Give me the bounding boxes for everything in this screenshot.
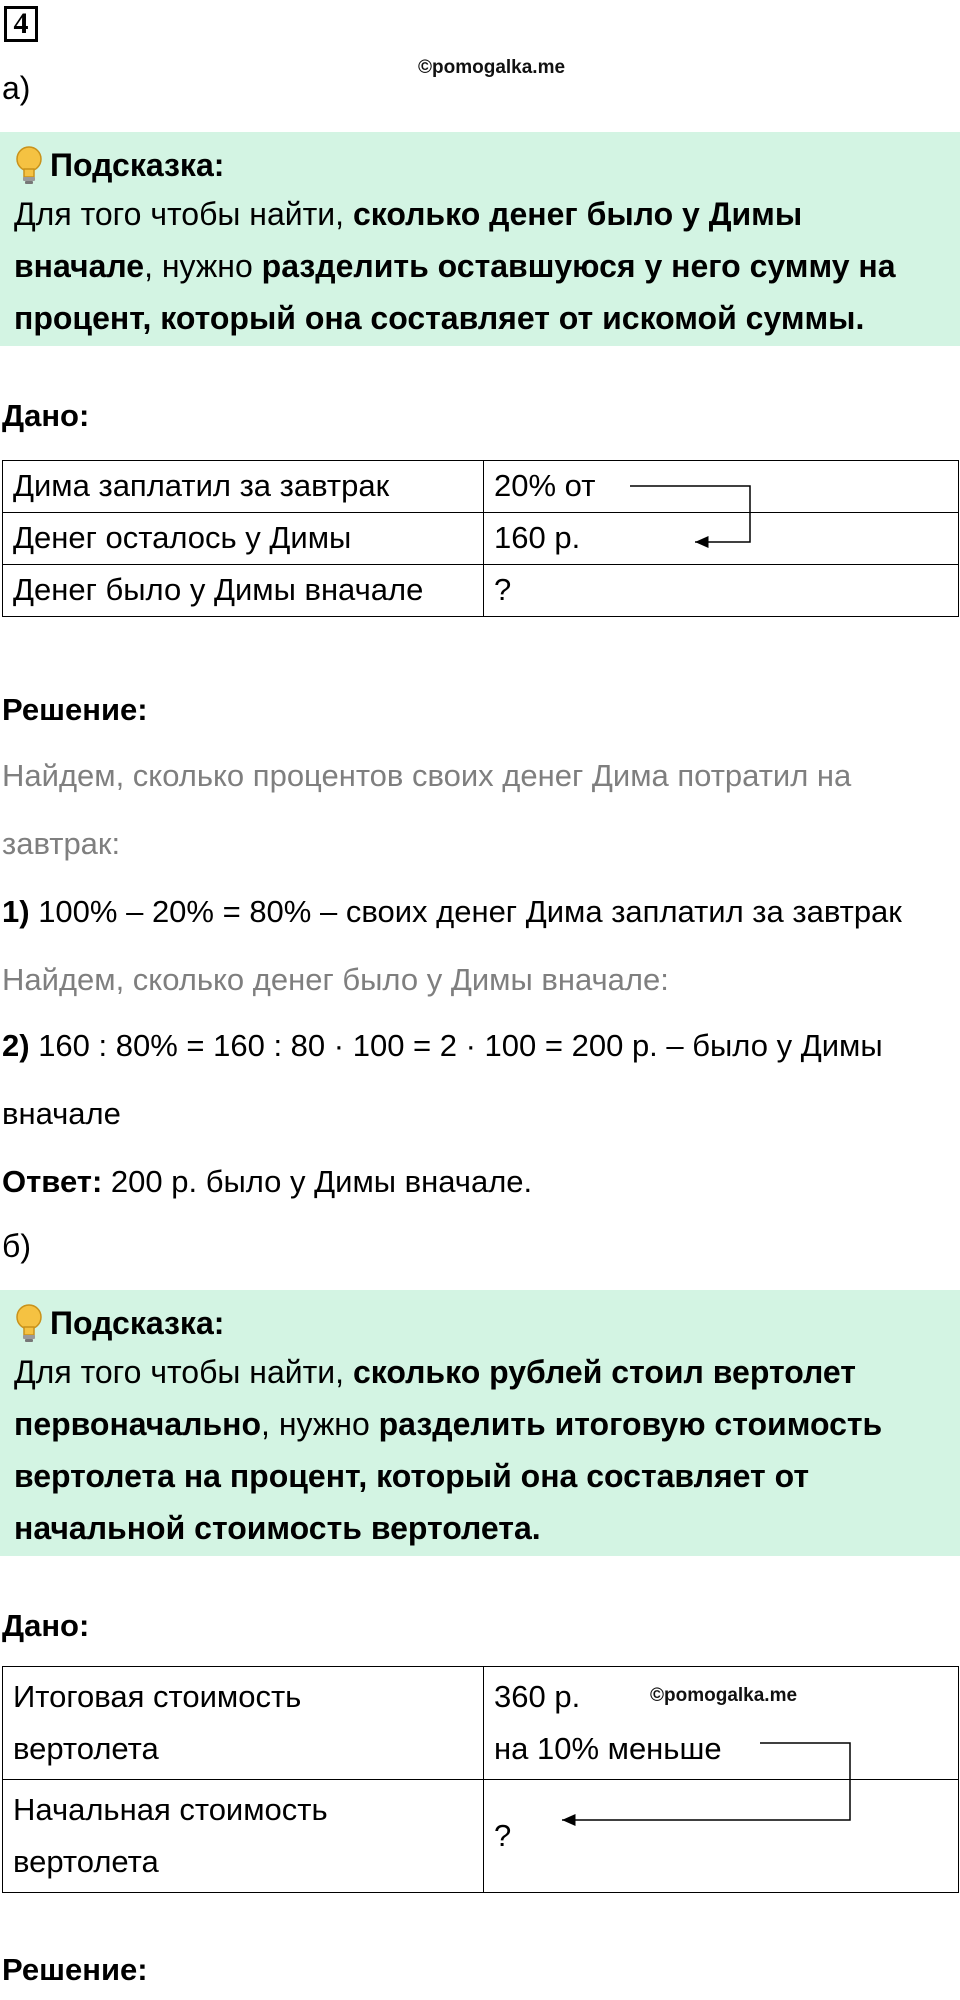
step-intro-2: Найдем, сколько денег было у Димы вначале: [2, 962, 669, 997]
step-2 [2, 1026, 883, 1066]
given-heading-b: Дано: [2, 1608, 90, 1643]
table-row [3, 1780, 959, 1893]
part-a-label: а) [2, 70, 31, 106]
step-intro-1: Найдем, сколько процентов своих денег Дима потратил на [2, 758, 852, 793]
answer-a [2, 1162, 532, 1202]
cell-line: 360 р. [494, 1679, 581, 1714]
hint-text-part: , нужно [144, 248, 262, 284]
answer-text: 200 р. было у Димы вначале. [102, 1164, 533, 1199]
table-row [3, 565, 959, 617]
hint-box-a [0, 132, 960, 346]
step-1 [2, 892, 902, 932]
lightbulb-icon [14, 145, 44, 185]
hint-text [14, 1346, 946, 1554]
given-heading-a: Дано: [2, 398, 90, 433]
cell-line: вертолета [13, 1731, 159, 1766]
step-number: 1) [2, 894, 30, 929]
hint-bold-part: разделить оставшуюся у него сумму на процент, который она составляет от искомой суммы. [14, 248, 896, 336]
answer-label: Ответ: [2, 1164, 103, 1199]
lightbulb-icon [14, 1303, 44, 1343]
hint-text-part: Для того чтобы найти, [14, 1354, 353, 1390]
table-cell-value: ? [484, 565, 959, 617]
step-2-continued: вначале [2, 1096, 121, 1131]
table-cell-label: Денег осталось у Димы [3, 513, 484, 565]
table-row [3, 461, 959, 513]
step-text: 160 : 80% = 160 : 80 · 100 = 2 · 100 = 200 р. – было у Димы [29, 1028, 883, 1063]
table-cell-label [3, 1667, 484, 1780]
hint-bold-part: разделить итоговую стоимость вертолета на процент, который она составляет от начальной стоимость вертолета. [14, 1406, 883, 1546]
step-number: 2) [2, 1028, 30, 1063]
hint-box-b [0, 1290, 960, 1556]
table-cell-label: Дима заплатил за завтрак [3, 461, 484, 513]
table-cell-label: Денег было у Димы вначале [3, 565, 484, 617]
part-b-label: б) [2, 1228, 31, 1264]
hint-text [14, 188, 946, 344]
table-cell-value: 20% от [484, 461, 959, 513]
cell-line: на 10% меньше [494, 1731, 722, 1766]
table-cell-label [3, 1780, 484, 1893]
task-number: 4 [4, 6, 38, 42]
hint-title [14, 1300, 946, 1346]
solution-heading-b: Решение: [2, 1952, 148, 1987]
hint-title-text: Подсказка: [50, 1305, 225, 1341]
hint-text-part: Для того чтобы найти, [14, 196, 353, 232]
hint-title-text: Подсказка: [50, 147, 225, 183]
given-table-a [2, 460, 959, 617]
table-cell-value: 160 р. [484, 513, 959, 565]
hint-bold-part: сколько денег было у Димы вначале [14, 196, 803, 284]
solution-heading-a: Решение: [2, 692, 148, 727]
cell-line: Итоговая стоимость [13, 1679, 302, 1714]
table-row [3, 513, 959, 565]
table-cell-value: ? [484, 1780, 959, 1893]
step-text: 100% – 20% = 80% – своих денег Дима заплатил за завтрак [29, 894, 902, 929]
table-row [3, 1667, 959, 1780]
hint-bold-part: сколько рублей стоил вертолет первоначально [14, 1354, 856, 1442]
given-table-b [2, 1666, 959, 1893]
hint-text-part: , нужно [261, 1406, 379, 1442]
cell-line: Начальная стоимость [13, 1792, 328, 1827]
watermark: ©pomogalka.me [418, 57, 566, 78]
watermark: ©pomogalka.me [650, 1685, 798, 1706]
cell-line: вертолета [13, 1844, 159, 1879]
step-intro-1b: завтрак: [2, 826, 121, 861]
hint-title [14, 142, 946, 188]
